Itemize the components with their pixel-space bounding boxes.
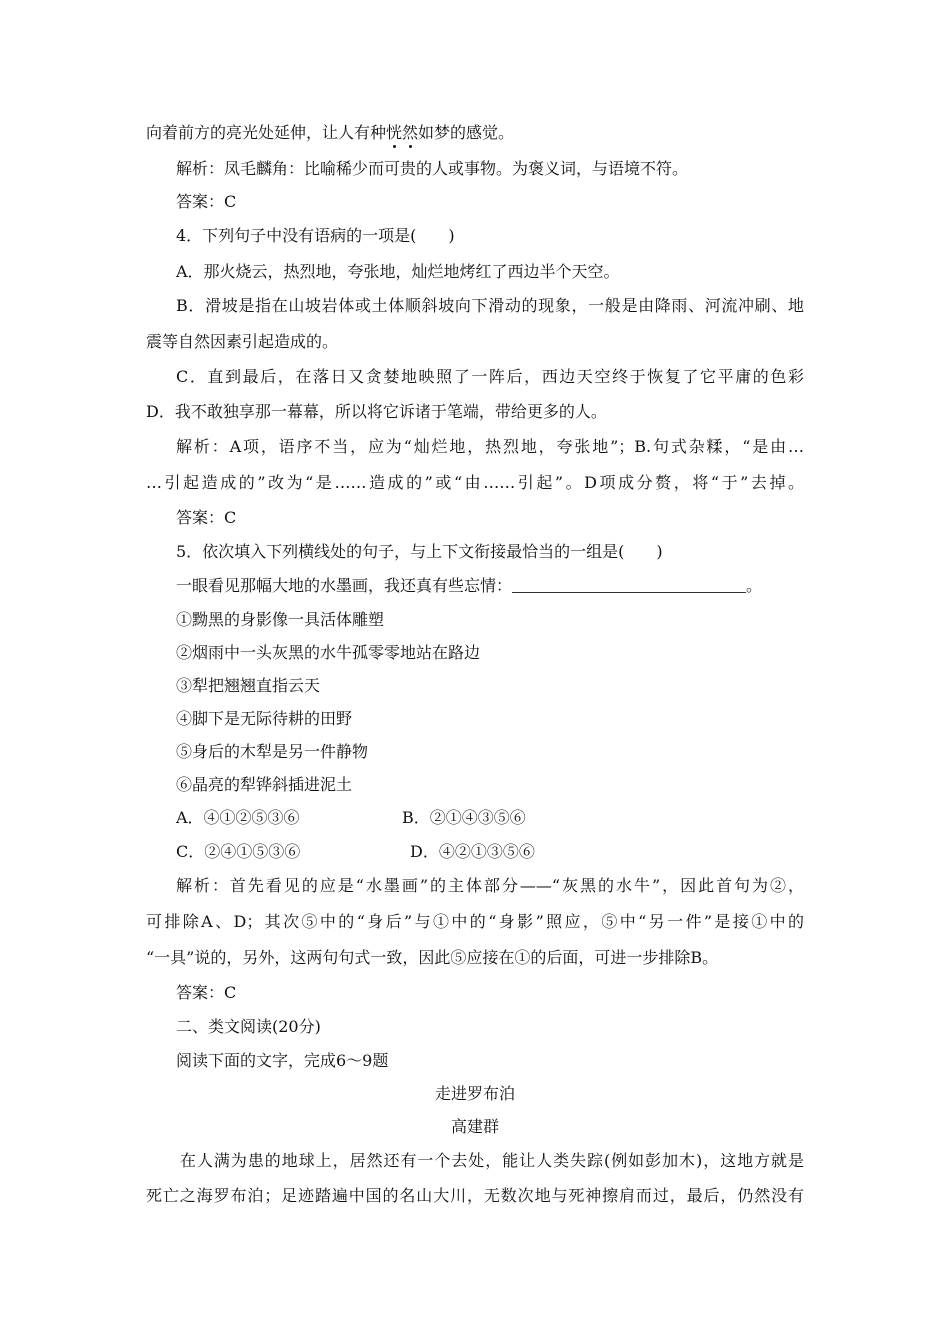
q4-answer: 答案：C — [176, 508, 237, 527]
q4-option-c: C．直到最后，在落日又贪婪地映照了一阵后，西边天空终于恢复了它平庸的色彩 — [176, 367, 804, 386]
q5-item: ⑤身后的木犁是另一件静物 — [176, 742, 369, 761]
article-paragraph-line2: 死亡之海罗布泊；足迹踏遍中国的名山大川，无数次地与死神擦肩而过，最后，仍然没有 — [146, 1186, 804, 1205]
q5-analysis-line3: “一具”说的，另外，这两句句式一致，因此⑤应接在①的后面，可进一步排除B。 — [146, 948, 719, 967]
previous-sentence — [146, 123, 514, 143]
q5-option-b: B．②①④③⑤⑥ — [402, 808, 526, 827]
section-heading: 二、类文阅读(20分) — [176, 1017, 321, 1036]
prompt-text: 一眼看见那幅大地的水墨画，我还真有些忘情： — [176, 576, 513, 595]
q4-option-a: A．那火烧云，热烈地，夸张地，灿烂地烤红了西边半个天空。 — [176, 262, 620, 281]
q5-item: ④脚下是无际待耕的田野 — [176, 709, 353, 728]
q5-option-a: A．④①②⑤③⑥ — [176, 808, 300, 827]
emphasis-char: 然 — [402, 123, 419, 142]
prompt-end: 。 — [746, 576, 763, 595]
q5-answer: 答案：C — [176, 983, 237, 1002]
q5-item: ①黝黑的身影像一具活体雕塑 — [176, 610, 385, 629]
q4-option-b-line1: B．滑坡是指在山坡岩体或土体顺斜坡向下滑动的现象，一般是由降雨、河流冲刷、地 — [176, 296, 804, 315]
q5-item: ⑥晶亮的犁铧斜插进泥土 — [176, 775, 353, 794]
sentence-text: 向着前方的亮光处延伸，让人有种 — [146, 123, 387, 142]
article-paragraph-line1: 在人满为患的地球上，居然还有一个去处，能让人类失踪(例如彭加木)，这地方就是 — [180, 1151, 804, 1170]
q4-option-d: D．我不敢独享那一幕幕，所以将它诉诸于笔端，带给更多的人。 — [146, 402, 607, 421]
q5-analysis-line1: 解析：首先看见的应是“水墨画”的主体部分——“灰黑的水牛”，因此首句为②， — [176, 876, 804, 895]
q4-stem: 4．下列句子中没有语病的一项是( ) — [176, 226, 455, 245]
q3-analysis: 解析：凤毛麟角：比喻稀少而可贵的人或事物。为褒义词，与语境不符。 — [176, 159, 689, 178]
q5-prompt — [176, 576, 762, 596]
article-author: 高建群 — [450, 1117, 499, 1136]
q5-option-c: C．②④①⑤③⑥ — [176, 842, 301, 861]
q3-answer: 答案：C — [176, 192, 237, 211]
q4-analysis-line1: 解析：A项，语序不当，应为“灿烂地，热烈地，夸张地”；B.句式杂糅，“是由… — [176, 437, 804, 456]
emphasis-char: 恍 — [386, 123, 403, 142]
q5-option-d: D．④②①③⑤⑥ — [410, 842, 535, 861]
q4-option-b-line2: 震等自然因素引起造成的。 — [146, 332, 339, 351]
q5-item: ③犁把翘翘直指云天 — [176, 676, 321, 695]
q5-stem: 5．依次填入下列横线处的句子，与上下文衔接最恰当的一组是( ) — [176, 542, 663, 561]
sentence-text: 如梦的感觉。 — [418, 123, 515, 142]
reading-instruction: 阅读下面的文字，完成6～9题 — [176, 1051, 389, 1070]
fill-in-blank — [512, 576, 746, 593]
article-title: 走进罗布泊 — [434, 1084, 515, 1103]
q5-analysis-line2: 可排除A、D；其次⑤中的“身后”与①中的“身影”照应，⑤中“另一件”是接①中的 — [146, 912, 804, 931]
q4-analysis-line2: …引起造成的”改为“是……造成的”或“由……引起”。D项成分赘，将“于”去掉。 — [146, 473, 804, 492]
q5-item: ②烟雨中一头灰黑的水牛孤零零地站在路边 — [176, 643, 481, 662]
